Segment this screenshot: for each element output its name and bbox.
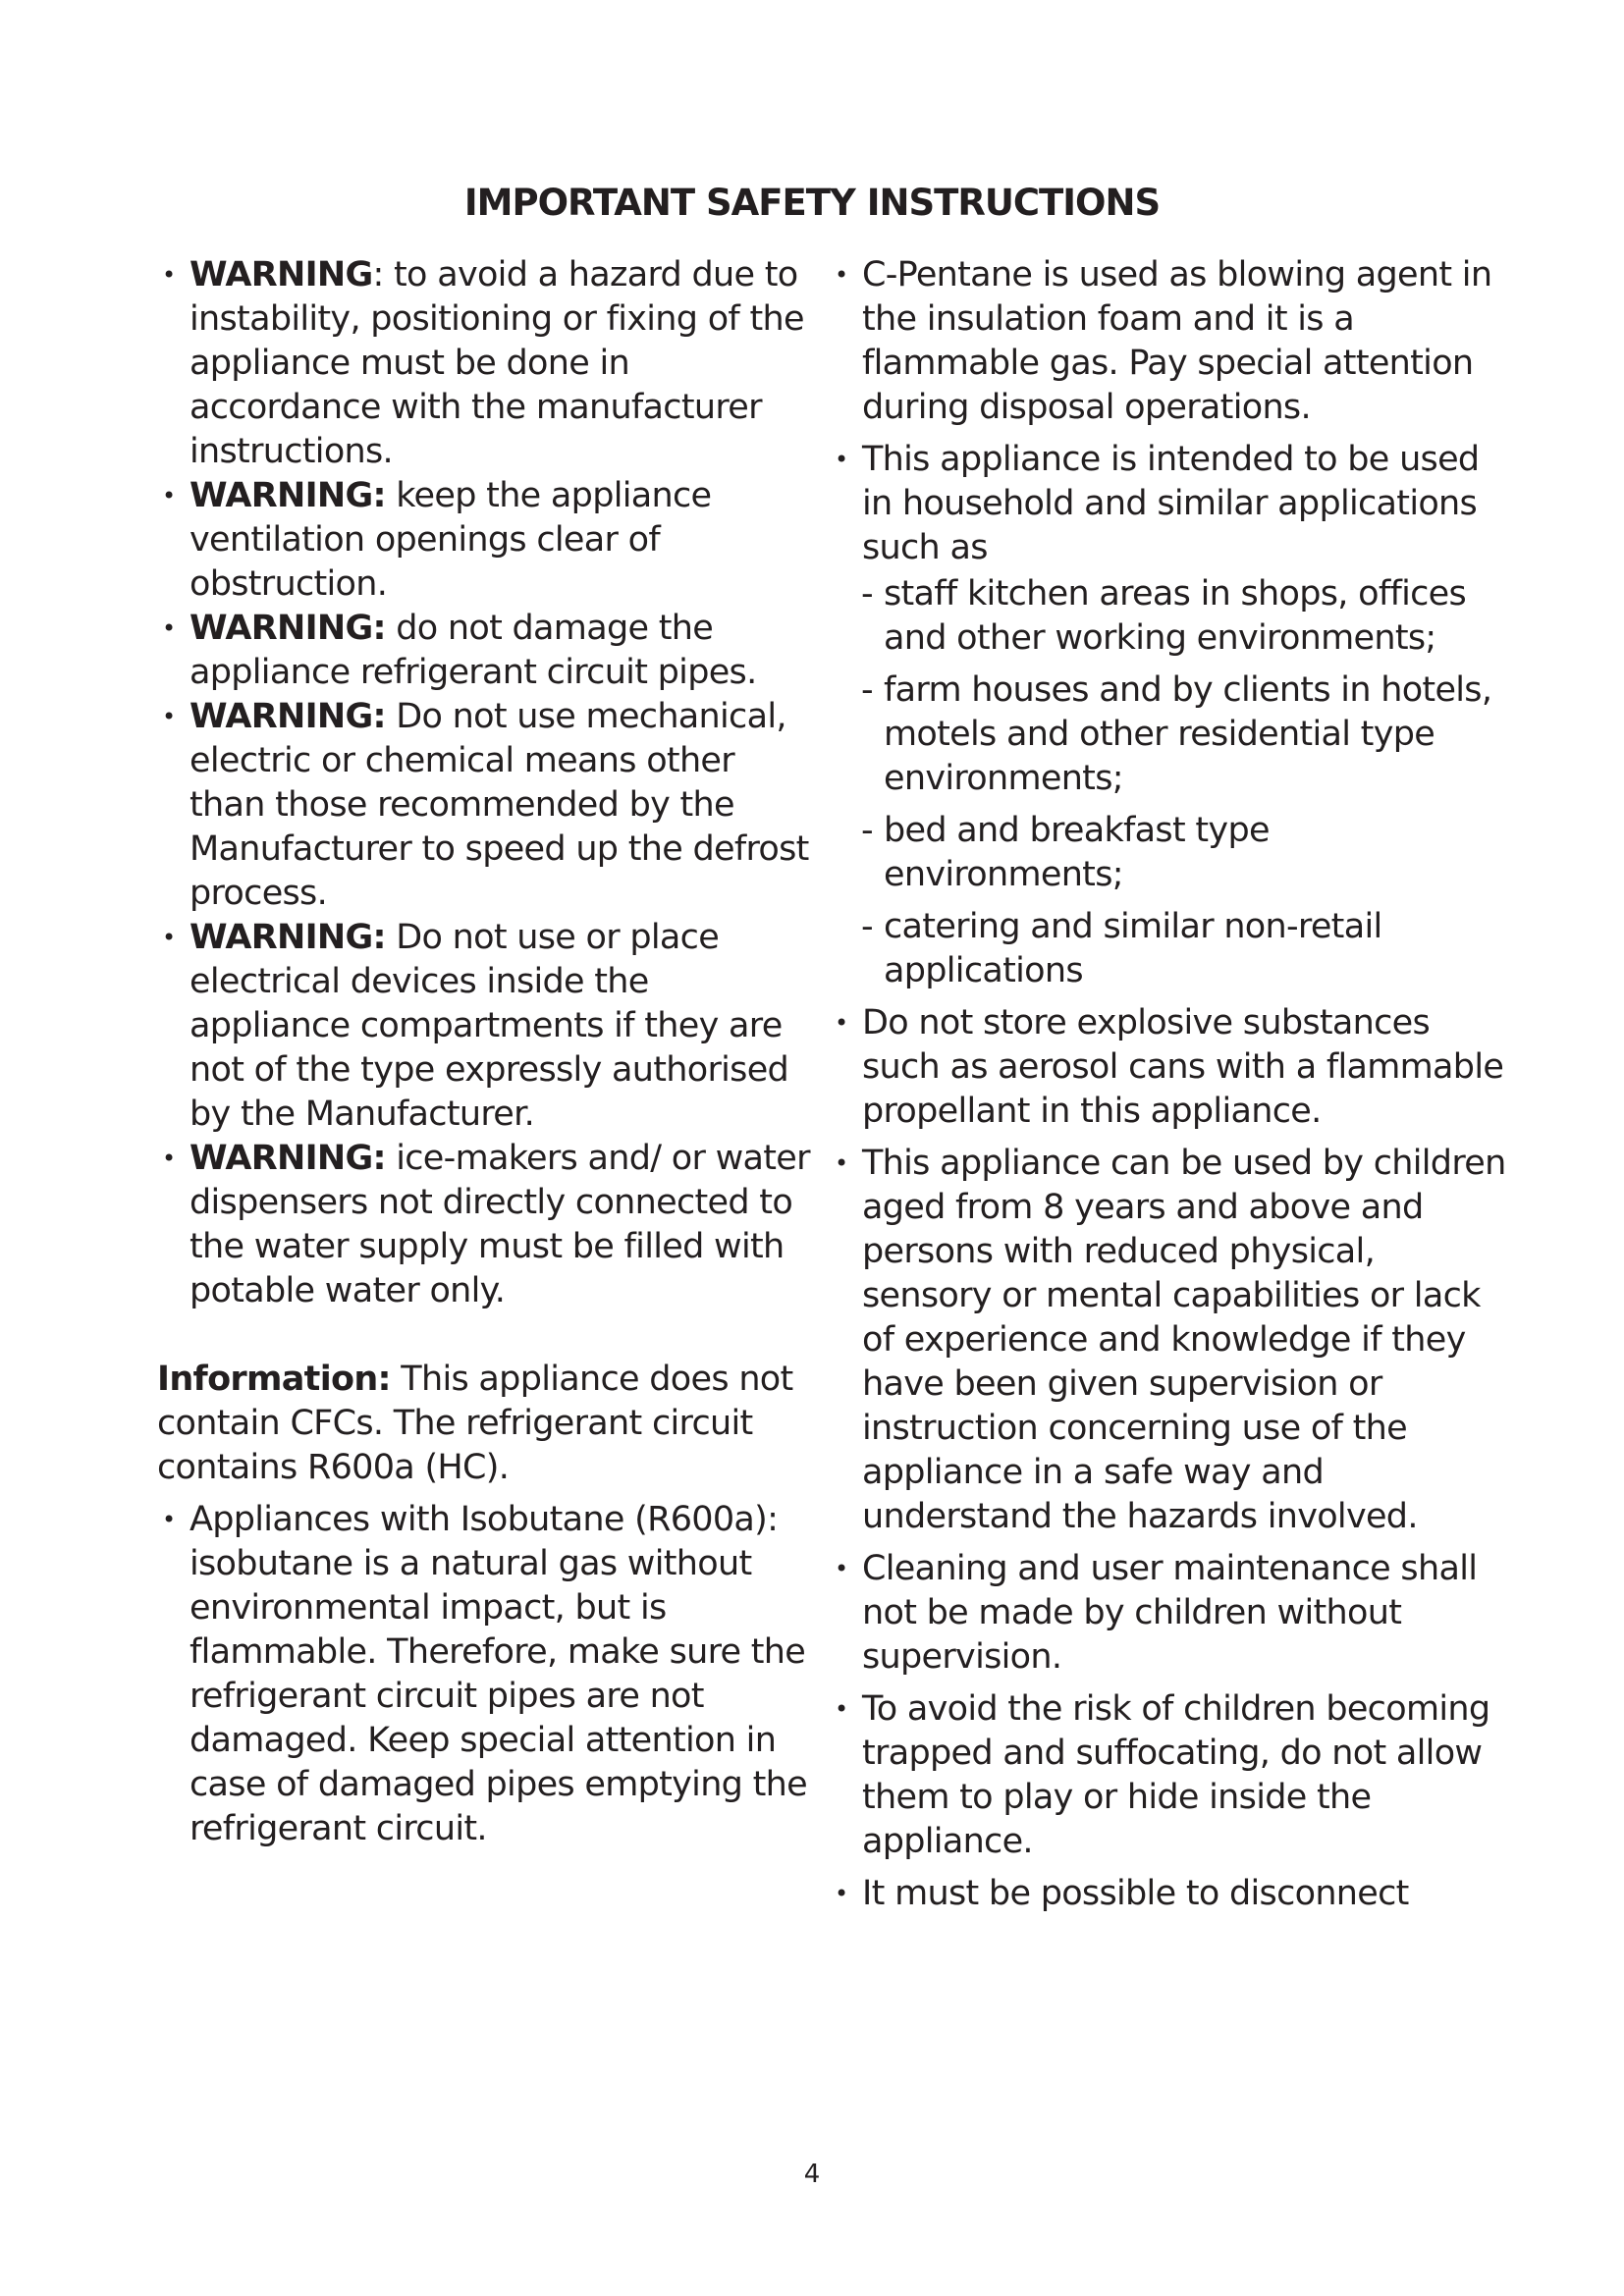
warning-item — [157, 474, 810, 607]
information-text: This appliance does not contain CFCs. The refrigerant circuit contains R600a (HC). — [157, 1360, 793, 1487]
disconnect-item: • It must be possible to disconnect — [830, 1872, 1507, 1916]
warning-text: Do not use or place electrical devices inside the appliance compartments if they are not of the type expressly authorised by the Manufacturer. — [189, 918, 789, 1134]
household-text: This appliance is intended to be used in household and similar applications such as — [862, 440, 1480, 567]
warning-list — [157, 253, 810, 1313]
isobutane-list — [157, 1498, 810, 1851]
application-item: - bed and breakfast type environments; — [830, 809, 1507, 897]
application-item: - catering and similar non-retail applications — [830, 905, 1507, 993]
warning-text: keep the appliance ventilation openings clear of obstruction. — [189, 476, 712, 604]
warning-label: WARNING: — [189, 609, 386, 648]
warning-label: WARNING — [189, 255, 373, 294]
right-column — [830, 253, 1507, 1924]
information-label: Information: — [157, 1360, 391, 1399]
page-title: IMPORTANT SAFETY INSTRUCTIONS — [463, 182, 1161, 224]
cleaning-item: • Cleaning and user maintenance shall not be made by children without supervision. — [830, 1547, 1507, 1680]
warning-item — [157, 607, 810, 695]
warning-item — [157, 916, 810, 1137]
application-item: - farm houses and by clients in hotels, motels and other residential type environments; — [830, 668, 1507, 801]
warning-text: do not damage the appliance refrigerant circuit pipes. — [189, 609, 757, 692]
warning-label: WARNING: — [189, 476, 386, 515]
page-number: 4 — [803, 2160, 821, 2189]
isobutane-item: • Appliances with Isobutane (R600a): isobutane is a natural gas without environmental impact, but is flammable. Therefore, make sure the refrigerant circuit pipes are not damaged. Keep special attention in case of damaged pipes emptying the refrigerant circuit. — [157, 1498, 810, 1851]
instruction-list — [830, 253, 1507, 1916]
warning-text: ice-makers and/ or water dispensers not directly connected to the water supply must be filled with potable water only. — [189, 1139, 810, 1310]
pentane-item: • C-Pentane is used as blowing agent in the insulation foam and it is a flammable gas. Pay special attention during disposal operations. — [830, 253, 1507, 430]
information-paragraph — [157, 1358, 810, 1490]
warning-item — [157, 253, 810, 474]
trapped-item: • To avoid the risk of children becoming trapped and suffocating, do not allow them to play or hide inside the appliance. — [830, 1687, 1507, 1864]
warning-label: WARNING: — [189, 697, 386, 736]
children-item: • This appliance can be used by children aged from 8 years and above and persons with reduced physical, sensory or mental capabilities or lack of experience and knowledge if they have been given supervision or instruction concerning use of the appliance in a safe way and understand the hazards involved. — [830, 1142, 1507, 1539]
warning-text: : to avoid a hazard due to instability, positioning or fixing of the appliance must be done in accordance with the manufacturer instructions. — [189, 255, 804, 471]
applications-list — [862, 572, 1507, 993]
warning-item — [157, 1137, 810, 1313]
left-column — [157, 253, 810, 1851]
warning-item — [157, 695, 810, 916]
application-item: - staff kitchen areas in shops, offices and other working environments; — [830, 572, 1507, 661]
warning-label: WARNING: — [189, 1139, 386, 1178]
explosive-item: • Do not store explosive substances such as aerosol cans with a flammable propellant in this appliance. — [830, 1001, 1507, 1134]
household-item — [830, 438, 1507, 993]
warning-text: Do not use mechanical, electric or chemical means other than those recommended by the Manufacturer to speed up the defrost process. — [189, 697, 809, 913]
warning-label: WARNING: — [189, 918, 386, 957]
